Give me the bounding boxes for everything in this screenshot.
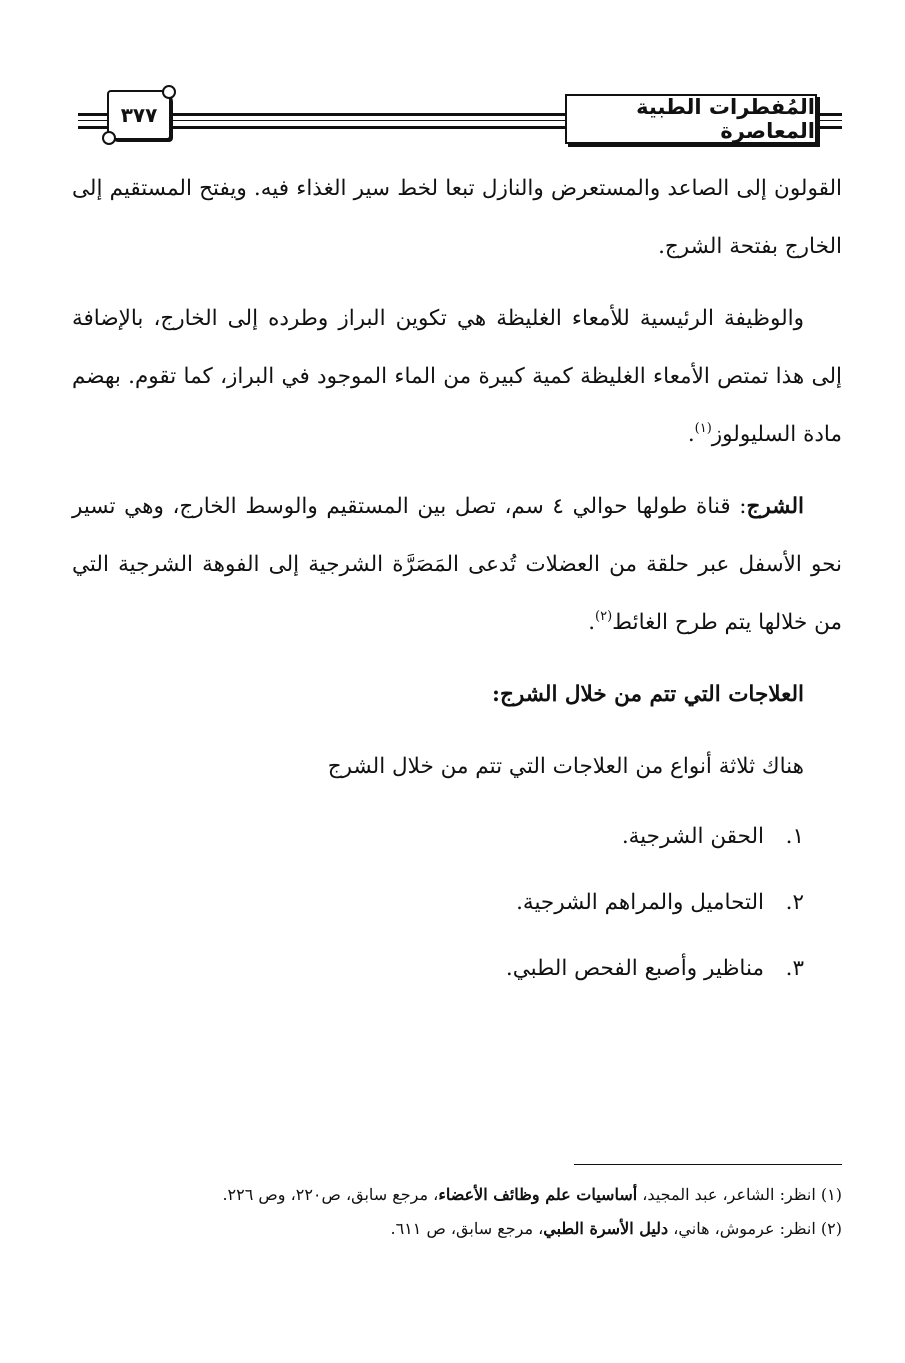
section-heading: العلاجات التي تتم من خلال الشرج: <box>492 682 804 707</box>
footnote-ref-2[interactable]: (٢) <box>595 609 613 624</box>
list-text: التحاميل والمراهم الشرجية. <box>516 890 764 915</box>
running-title: المُفطرات الطبية المعاصرة <box>565 94 817 144</box>
list-number: ١. <box>785 824 804 849</box>
footnote-text: ، مرجع سابق، ص ٦١١. <box>390 1219 544 1238</box>
list-text: مناظير وأصبع الفحص الطبي. <box>505 956 764 981</box>
list-number: ٢. <box>785 890 804 915</box>
footnote-separator <box>574 1164 842 1165</box>
paragraph-text: والوظيفة الرئيسية للأمعاء الغليظة هي تكوين البراز وطرده إلى الخارج، بالإضافة إلى هذا تمتص الأمعاء الغليظة كمية كبيرة من الماء الموجود في البراز، كما تقوم. بهضم مادة السليولوز <box>72 306 842 447</box>
footnote-ref-1[interactable]: (١) <box>694 421 712 436</box>
list-number: ٣. <box>785 956 804 981</box>
footnote-text: (٢) انظر: عرموش، هاني، <box>668 1219 842 1238</box>
paragraph-end: . <box>588 610 596 635</box>
list-item <box>72 804 842 870</box>
treatments-list <box>72 804 842 1002</box>
footnote-1 <box>72 1178 842 1212</box>
section-intro: هناك ثلاثة أنواع من العلاجات التي تتم من خلال الشرج <box>327 754 804 779</box>
footnote-2 <box>72 1212 842 1246</box>
paragraph-anus <box>72 478 842 652</box>
footnote-text: (١) انظر: الشاعر، عبد المجيد، <box>637 1185 842 1204</box>
list-item <box>72 936 842 1002</box>
footnote-source-title: أساسيات علم وظائف الأعضاء <box>438 1185 638 1204</box>
main-text <box>72 160 842 1002</box>
footnote-text: ، مرجع سابق، ص٢٢٠، وص ٢٢٦. <box>222 1185 439 1204</box>
paragraph-large-intestine-function <box>72 290 842 464</box>
paragraph-end: . <box>687 422 695 447</box>
list-text: الحقن الشرجية. <box>621 824 764 849</box>
footnotes <box>72 1178 842 1246</box>
page-number: ٣٧٧ <box>107 90 171 140</box>
paragraph-colon: القولون إلى الصاعد والمستعرض والنازل تبعا لخط سير الغذاء فيه. ويفتح المستقيم إلى الخارج بفتحة الشرج. <box>72 176 842 259</box>
list-item <box>72 870 842 936</box>
term-anus: الشرج <box>746 494 804 519</box>
footnote-source-title: دليل الأسرة الطبي <box>543 1219 669 1238</box>
paragraph-text: : قناة طولها حوالي ٤ سم، تصل بين المستقيم والوسط الخارج، وهي تسير نحو الأسفل عبر حلقة من العضلات تُدعى المَصَرَّة الشرجية إلى الفوهة الشرجية التي من خلالها يتم طرح الغائط <box>72 494 842 635</box>
